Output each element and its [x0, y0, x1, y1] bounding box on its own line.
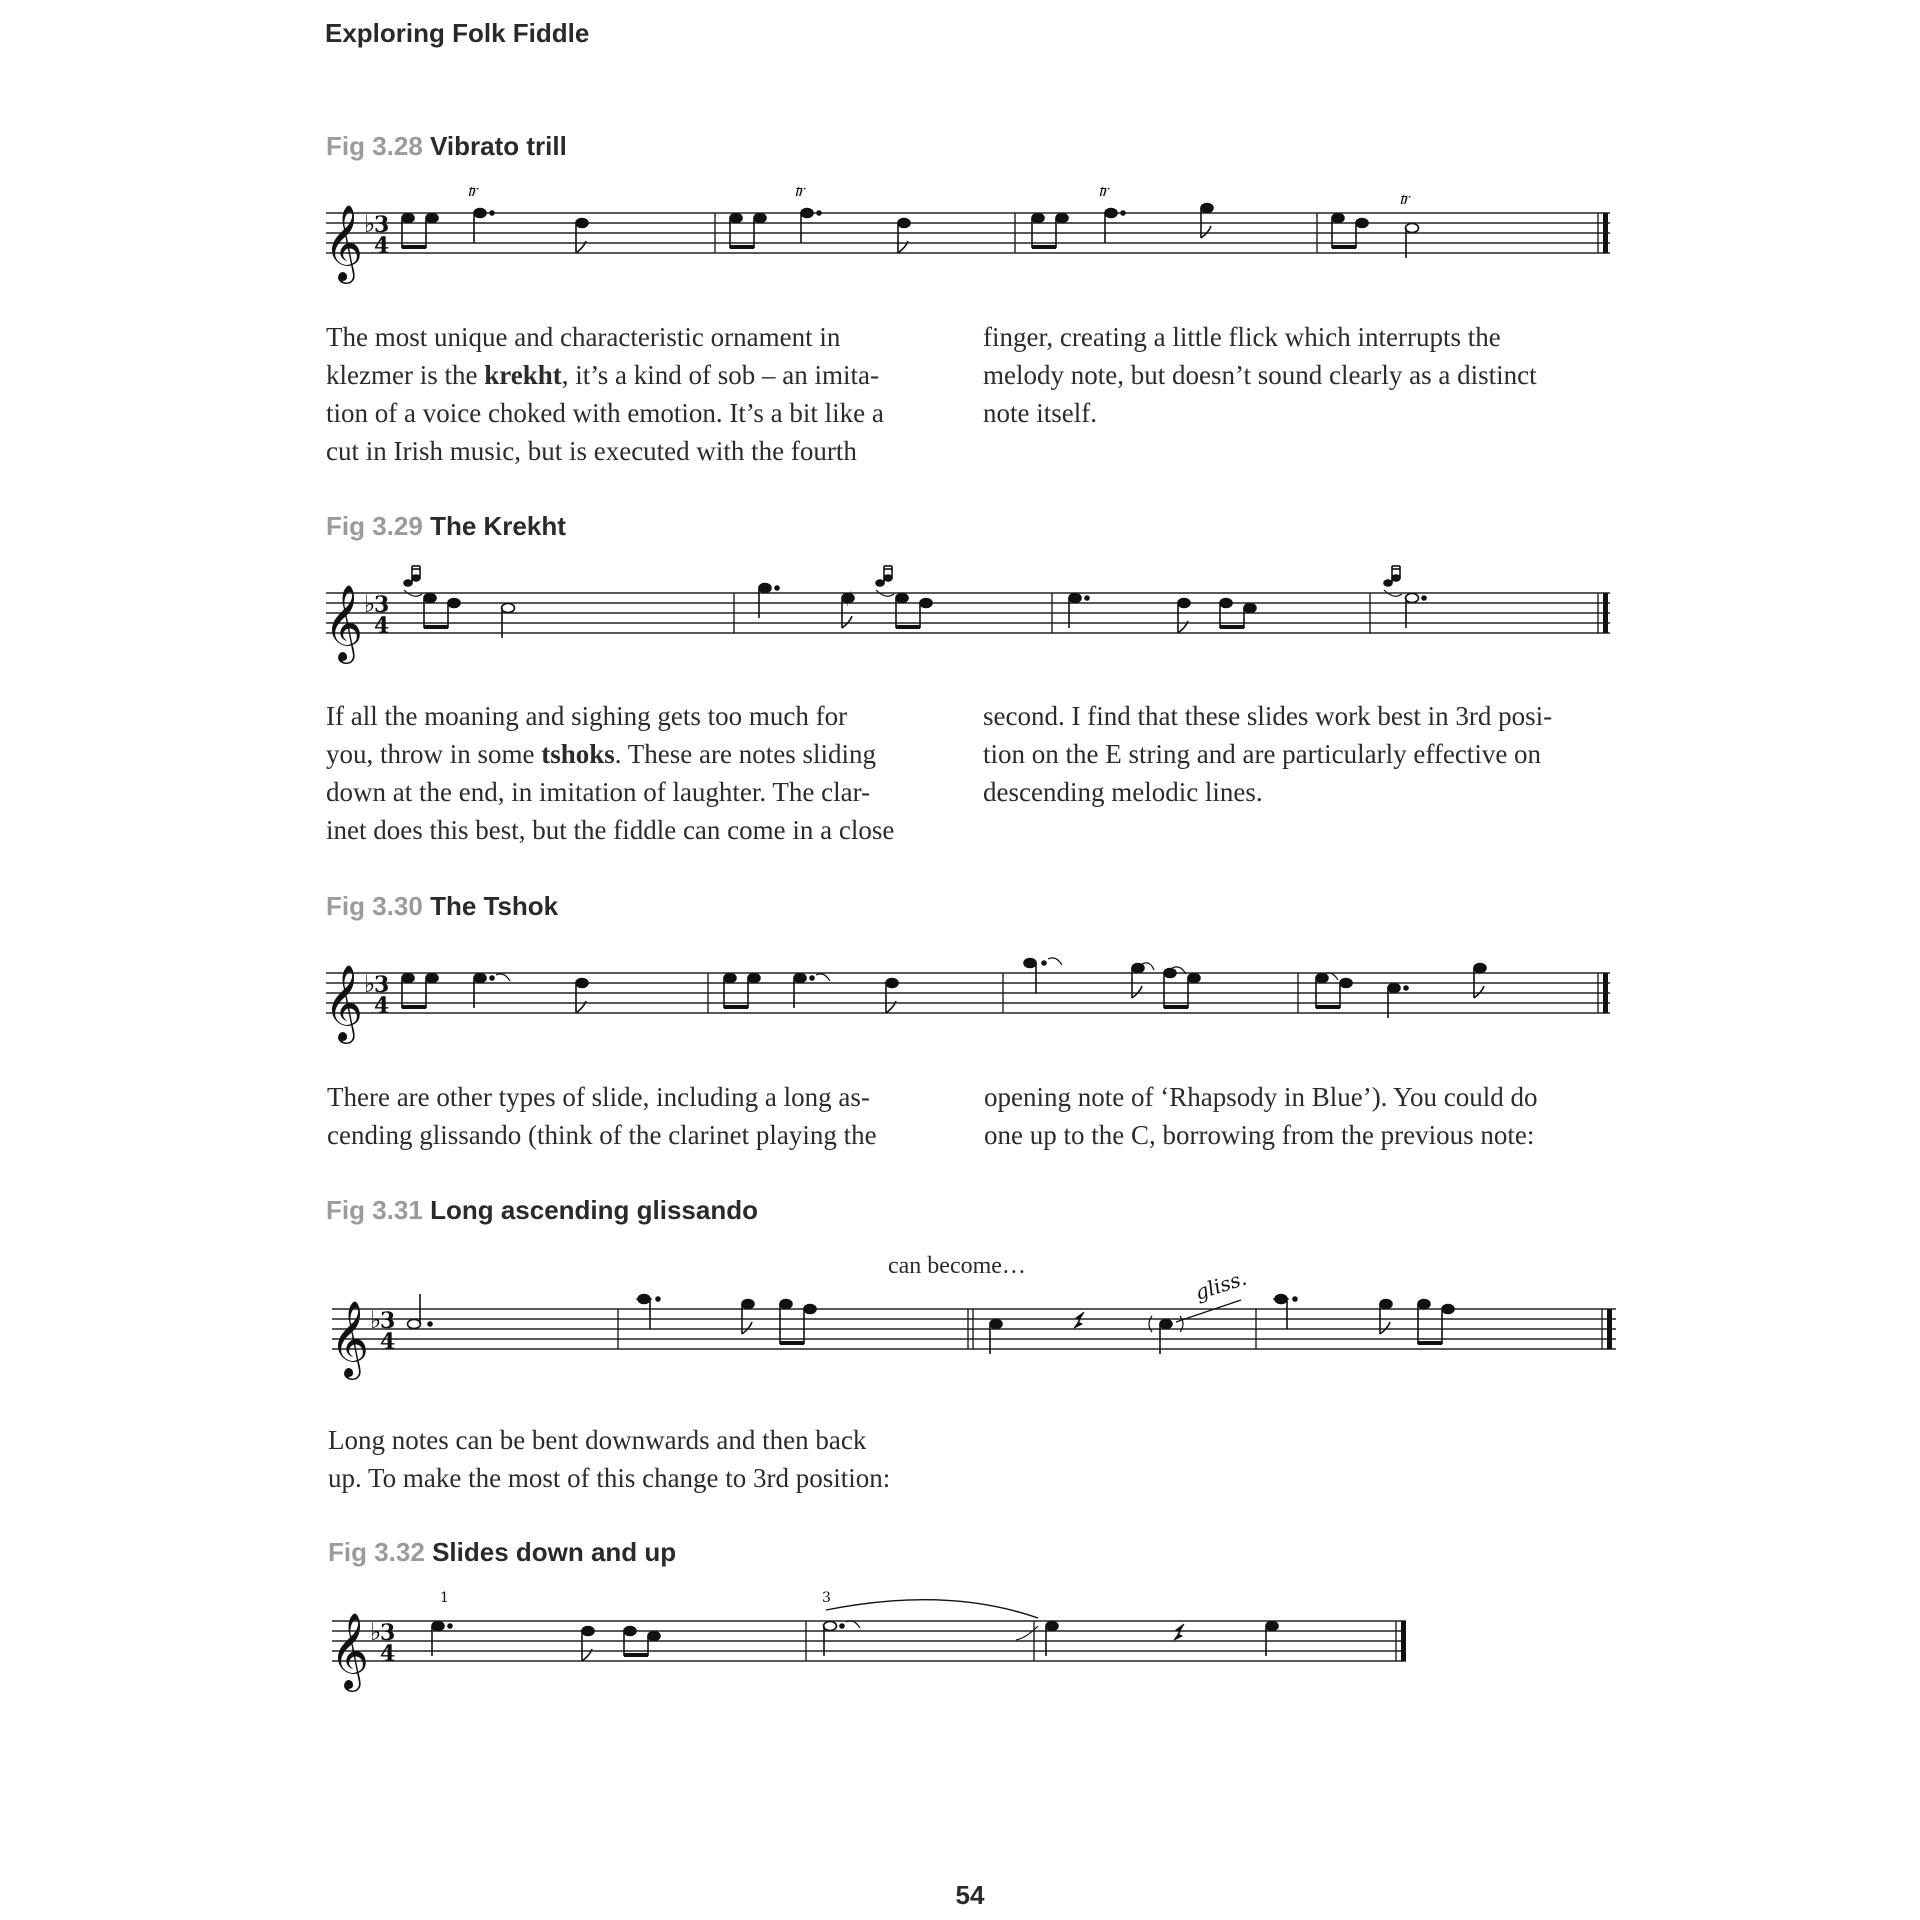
trill-mark: 𝆖: [795, 180, 806, 201]
paragraph-3-left: There are other types of slide, including a long as- cending glissando (think of the clarinet playing the: [327, 1082, 877, 1150]
time-sig-bottom: 4: [380, 1329, 396, 1355]
term-tshoks: tshoks: [541, 739, 615, 769]
fig-number: Fig 3.30: [326, 891, 423, 921]
trill-mark: 𝆖: [1400, 188, 1411, 209]
time-sig-top: 3: [374, 972, 390, 998]
fig-number: Fig 3.28: [326, 131, 423, 161]
paragraph-2-left: If all the moaning and sighing gets too much for you, throw in some tshoks. These are notes sliding down at the end, in imitation of laughter. The clar- inet does this best, but the fiddle can come in a close: [326, 701, 895, 845]
key-signature: ♭: [364, 590, 376, 618]
treble-clef: 𝄞: [330, 1612, 370, 1689]
key-signature: ♭: [364, 210, 376, 238]
staff-fig-3-32: [326, 1590, 1446, 1702]
time-sig-top: 3: [374, 212, 390, 238]
can-become-text: can become…: [888, 1253, 1026, 1279]
fingering-1: 1: [440, 1590, 449, 1606]
paragraph-3-right: opening note of ‘Rhapsody in Blue’). You could do one up to the C, borrowing from the previous note:: [984, 1082, 1538, 1150]
staff-fig-3-28: [320, 182, 1610, 294]
fig-caption-3-29: [326, 511, 566, 542]
fig-caption-3-31: [326, 1195, 758, 1226]
treble-clef: 𝄞: [330, 1300, 370, 1377]
fig-number: Fig 3.31: [326, 1195, 423, 1225]
time-sig-bottom: 4: [374, 233, 390, 259]
key-signature: ♭: [364, 970, 376, 998]
trill-mark: 𝆖: [1099, 180, 1110, 201]
paragraph-4: Long notes can be bent downwards and then back up. To make the most of this change to 3rd position:: [328, 1425, 891, 1493]
fig-title: The Krekht: [430, 511, 566, 541]
staff-fig-3-30: [320, 942, 1610, 1054]
fig-caption-3-28: [326, 131, 567, 162]
fig-title: Vibrato trill: [430, 131, 567, 161]
running-head: Exploring Folk Fiddle: [325, 18, 590, 48]
fig-caption-3-32: [328, 1537, 676, 1568]
time-sig-bottom: 4: [374, 613, 390, 639]
fingering-3: 3: [822, 1590, 831, 1606]
time-sig-bottom: 4: [374, 993, 390, 1019]
time-sig-top: 3: [380, 1308, 396, 1334]
fig-title: Long ascending glissando: [430, 1195, 758, 1225]
page-number: 54: [955, 1880, 985, 1910]
treble-clef: 𝄞: [324, 964, 364, 1041]
term-krekht: krekht: [484, 360, 562, 390]
staff-fig-3-29: [320, 562, 1610, 674]
sharp-accidental: ♯: [844, 587, 854, 611]
treble-clef: 𝄞: [324, 584, 364, 661]
fig-number: Fig 3.29: [326, 511, 423, 541]
gliss-marking: gliss.: [1192, 1265, 1250, 1305]
time-sig-top: 3: [380, 1620, 396, 1646]
paragraph-1-left: The most unique and characteristic ornament in klezmer is the krekht, it’s a kind of sob – an imita- tion of a voice choked with emotion. It’s a bit like a cut in Irish music, but is executed with the fourth: [326, 322, 884, 466]
key-signature: ♭: [370, 1618, 382, 1646]
treble-clef: 𝄞: [324, 204, 364, 281]
fig-title: Slides down and up: [432, 1537, 677, 1567]
time-sig-bottom: 4: [380, 1641, 396, 1667]
paragraph-1-right: finger, creating a little flick which interrupts the melody note, but doesn’t sound clearly as a distinct note itself.: [983, 322, 1537, 428]
fig-title: The Tshok: [430, 891, 559, 921]
time-sig-top: 3: [374, 592, 390, 618]
fig-number: Fig 3.32: [328, 1537, 425, 1567]
key-signature: ♭: [370, 1306, 382, 1334]
fig-caption-3-30: [326, 891, 558, 922]
trill-mark: 𝆖: [468, 180, 479, 201]
paragraph-2-right: second. I find that these slides work best in 3rd posi- tion on the E string and are particularly effective on descending melodic lines.: [983, 701, 1553, 807]
